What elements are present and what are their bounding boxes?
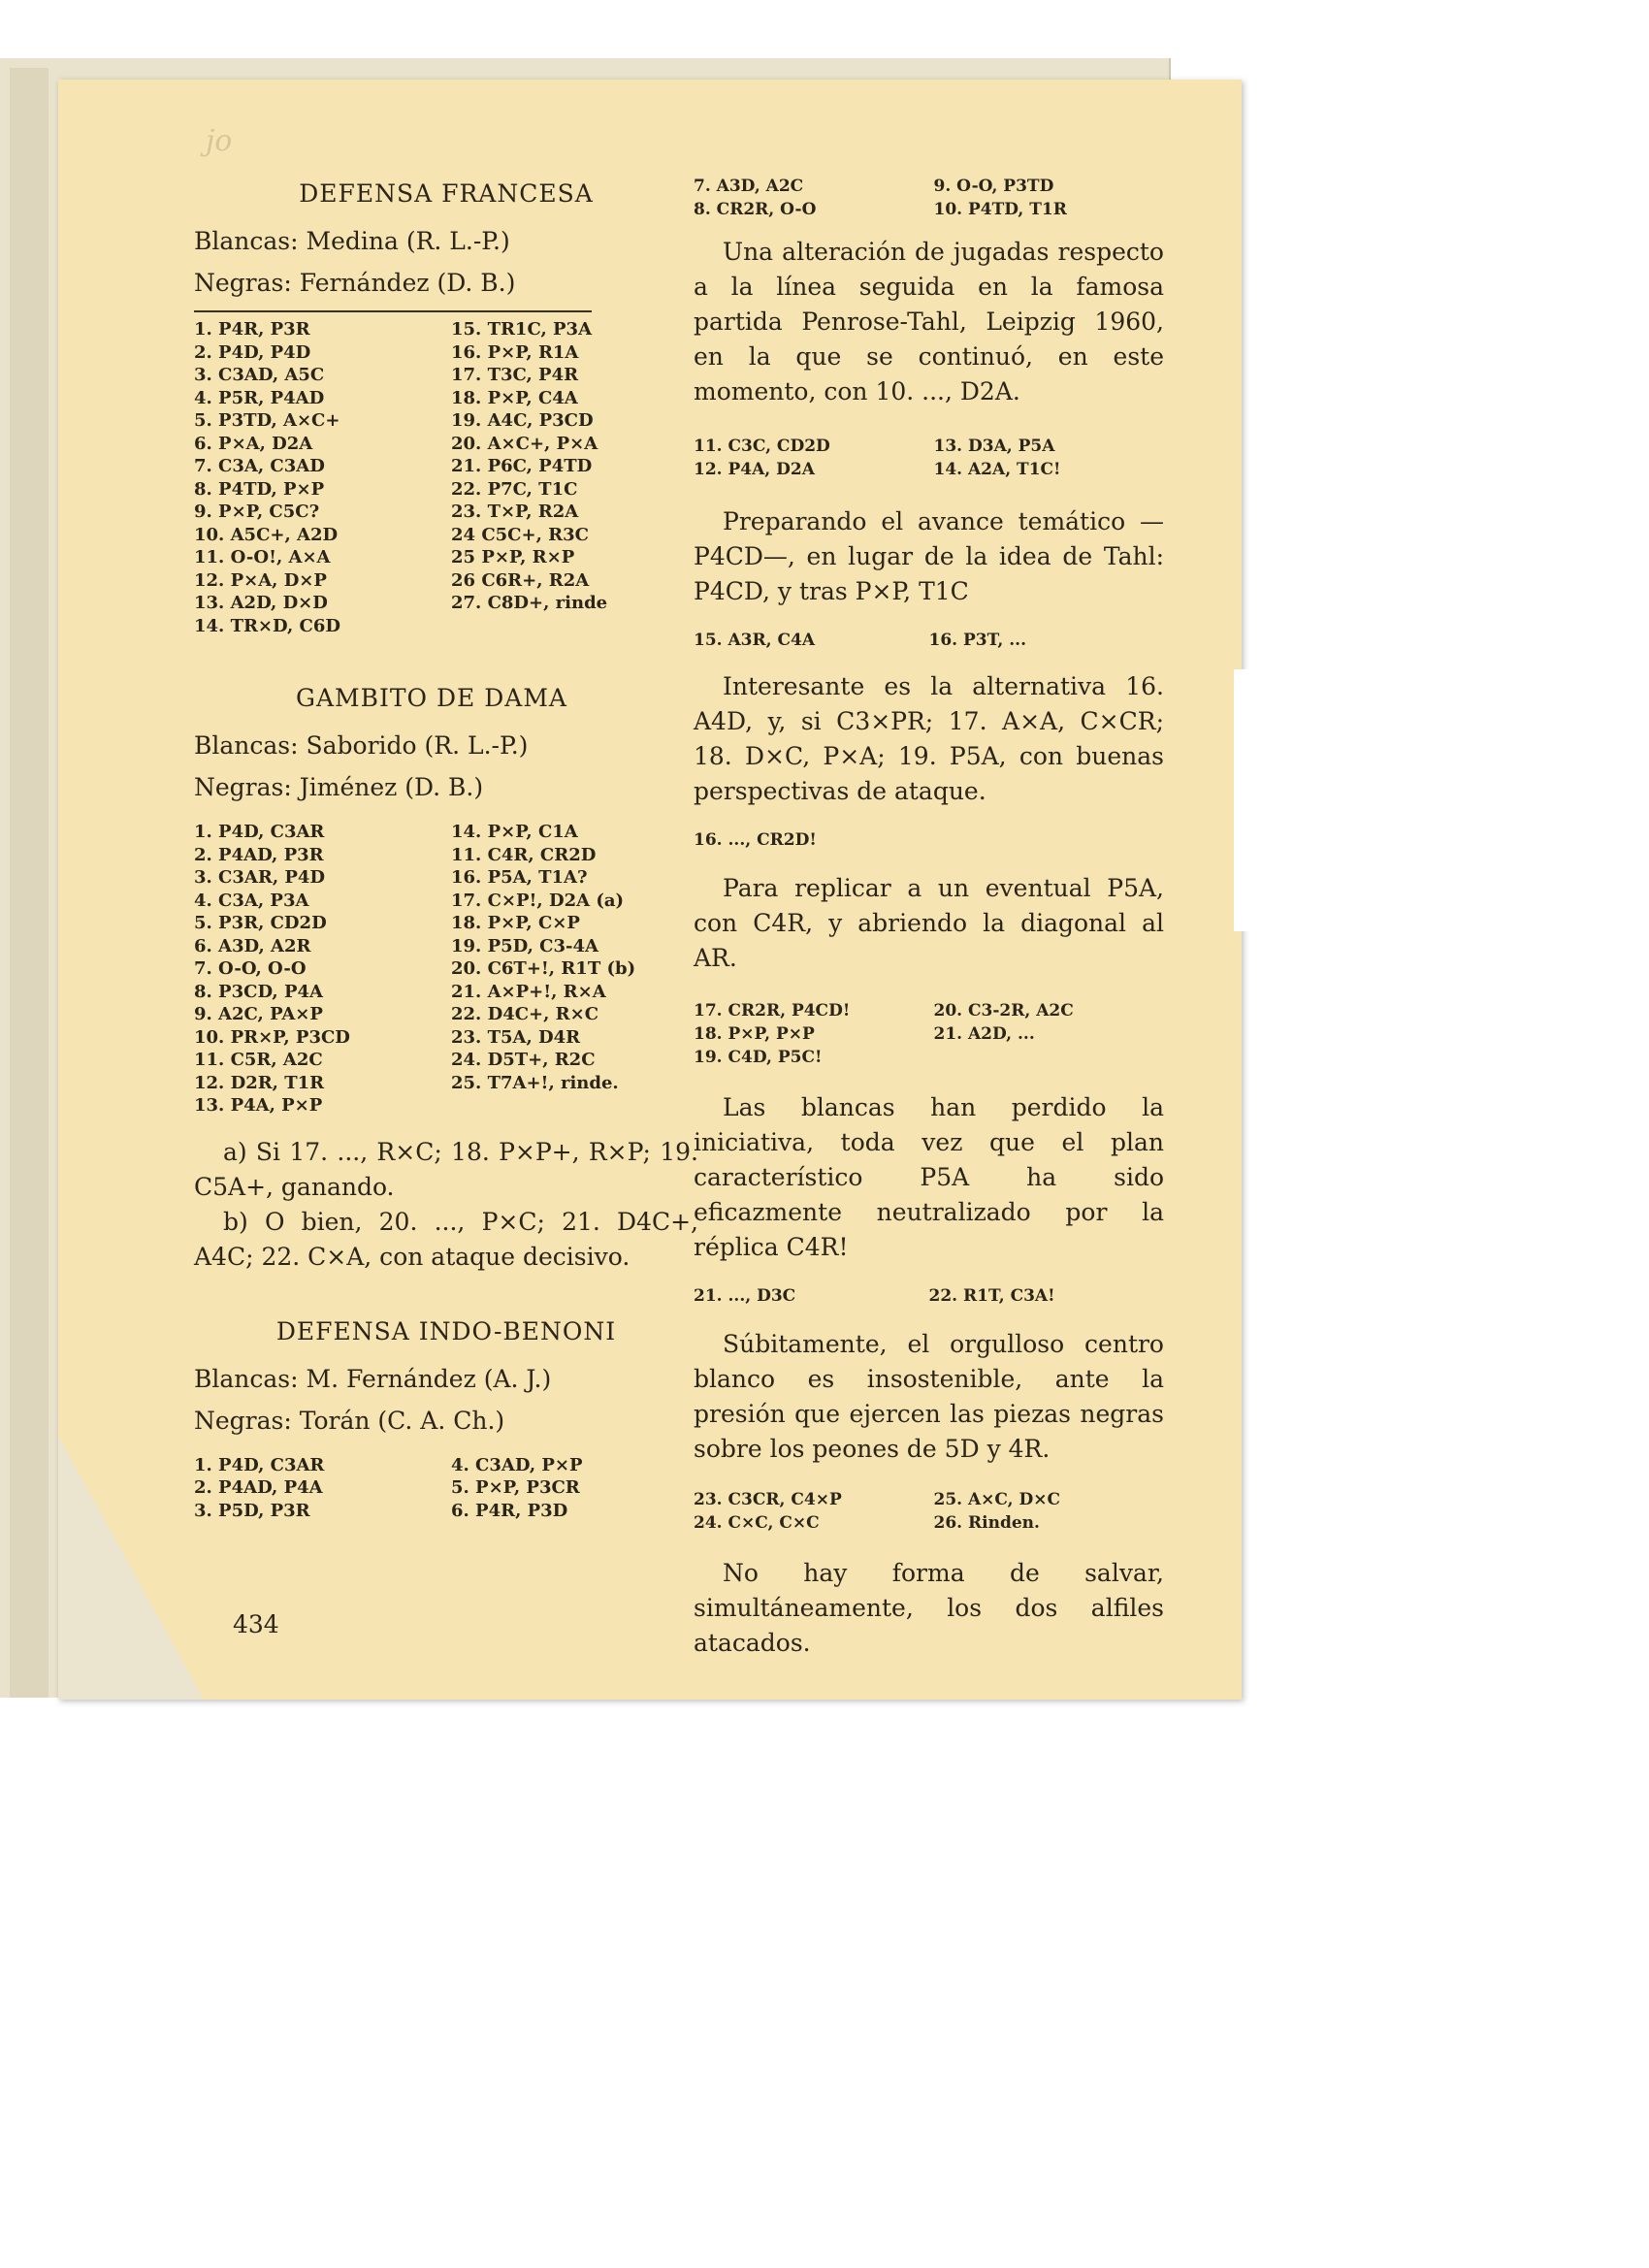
move-line: 11. C4R, CR2D: [451, 844, 597, 865]
moves-block-2: [694, 435, 1164, 481]
move-col-right: [934, 175, 1165, 221]
move-line: 16. P×P, R1A: [451, 341, 579, 363]
move-line: 26. Rinden.: [933, 1513, 1040, 1533]
move-line: 3. C3AD, A5C: [194, 365, 325, 385]
move-line: 10. P4TD, T1R: [933, 200, 1067, 219]
move-line: 1. P4D, C3AR: [194, 822, 325, 842]
move-line: 5. P×P, P3CR: [451, 1477, 580, 1498]
move-line: 1. P4R, P3R: [194, 319, 310, 340]
move-line: 7. O-O, O-O: [194, 958, 307, 979]
move: 21. ..., D3C: [694, 1286, 796, 1306]
moves-block-1: [694, 175, 1164, 221]
paragraph-2: Preparando el avance temático —P4CD—, en lugar de la idea de Tahl: P4CD, y tras P×P, T1C: [694, 507, 1164, 605]
move-line: 24 C5C+, R3C: [451, 524, 589, 545]
move-line: 24. D5T+, R2C: [451, 1050, 596, 1070]
move-line: 21. A2D, ...: [933, 1024, 1035, 1044]
note-a: a) Si 17. ..., R×C; 18. P×P+, R×P; 19. C5A+, ganando.: [194, 1137, 698, 1201]
move-line: 4. C3AD, P×P: [451, 1454, 583, 1475]
page-number: 434: [233, 1610, 279, 1638]
move-col-left: [694, 999, 924, 1069]
move-line: 9. A2C, PA×P: [194, 1004, 323, 1024]
move-line: 7. C3A, C3AD: [194, 456, 325, 476]
move-line: 9. P×P, C5C?: [194, 502, 320, 522]
moves-block-6: [694, 1286, 1164, 1306]
move-line: 19. P5D, C3-4A: [451, 935, 598, 956]
game2-black: Negras: Jiménez (D. B.): [194, 773, 484, 801]
move-col-right: [934, 1488, 1165, 1535]
back-sheet-edge: [10, 68, 48, 1698]
move-line: 23. C3CR, C4×P: [694, 1490, 842, 1509]
game2-title: GAMBITO DE DAMA: [296, 684, 567, 712]
moves-block-4: [694, 830, 1164, 850]
move-col-right: [451, 821, 698, 1118]
move-line: 2. P4AD, P4A: [194, 1477, 323, 1498]
move-line: 27. C8D+, rinde: [451, 593, 608, 613]
move-line: 18. P×P, C4A: [451, 387, 578, 408]
moves-block-3: [694, 631, 1164, 650]
move-col-right: [934, 999, 1165, 1069]
game2-moves: [194, 821, 698, 1118]
move-col-right: [451, 318, 698, 637]
move-line: 6. A3D, A2R: [194, 935, 311, 956]
move-col-left: [694, 1488, 924, 1535]
move-line: 8. P4TD, P×P: [194, 478, 325, 500]
divider: [194, 310, 592, 312]
moves-block-7: [694, 1488, 1164, 1535]
move-line: 4. C3A, P3A: [194, 890, 309, 911]
left-column: [194, 179, 698, 1522]
move-line: 11. C5R, A2C: [194, 1050, 323, 1070]
move-line: 21. P6C, P4TD: [451, 456, 593, 476]
move-line: 6. P×A, D2A: [194, 433, 313, 454]
move-line: 25. T7A+!, rinde.: [451, 1072, 619, 1093]
move-line: 14. P×P, C1A: [451, 822, 578, 842]
move: 16. P3T, ...: [928, 631, 1026, 650]
move: 22. R1T, C3A!: [928, 1286, 1055, 1306]
move: 15. A3R, C4A: [694, 631, 816, 650]
paragraph-3: Interesante es la alternativa 16. A4D, y, si C3×PR; 17. A×A, C×CR; 18. D×C, P×A; 19. P5A, con buenas perspectivas de ataque.: [694, 672, 1164, 805]
move-col-right: [451, 1454, 698, 1523]
move-line: 17. C×P!, D2A (a): [451, 890, 625, 911]
move-line: 19. A4C, P3CD: [451, 410, 594, 431]
move-line: 13. A2D, D×D: [194, 593, 328, 613]
page-tear: [1234, 669, 1273, 931]
move-line: 25 P×P, R×P: [451, 547, 575, 567]
game3-black: Negras: Torán (C. A. Ch.): [194, 1406, 505, 1435]
move-line: 7. A3D, A2C: [694, 177, 804, 196]
paragraph-4: Para replicar a un eventual P5A, con C4R, y abriendo la diagonal al AR.: [694, 874, 1164, 972]
move-line: 13. P4A, P×P: [194, 1095, 323, 1116]
move-line: 16. P5A, T1A?: [451, 867, 588, 888]
move-line: 12. D2R, T1R: [194, 1072, 325, 1093]
game3-title: DEFENSA INDO-BENONI: [275, 1316, 617, 1345]
move-line: 10. PR×P, P3CD: [194, 1026, 350, 1048]
move-line: 3. P5D, P3R: [194, 1500, 310, 1521]
move-line: 10. A5C+, A2D: [194, 524, 339, 545]
move-line: 5. P3TD, A×C+: [194, 410, 340, 431]
move-col-right: [934, 435, 1165, 481]
move-line: 5. P3R, CD2D: [194, 913, 327, 933]
move-line: 18. P×P, P×P: [694, 1024, 815, 1044]
move-line: 3. C3AR, P4D: [194, 867, 326, 888]
move-line: 26 C6R+, R2A: [451, 569, 590, 591]
move-line: 24. C×C, C×C: [694, 1513, 820, 1533]
move-line: 25. A×C, D×C: [933, 1490, 1061, 1509]
move-line: 17. T3C, P4R: [451, 365, 579, 385]
move-line: 23. T×P, R2A: [451, 502, 579, 522]
move: 16. ..., CR2D!: [694, 830, 817, 850]
paragraph-7: No hay forma de salvar, simultáneamente, los dos alfiles atacados.: [694, 1559, 1164, 1657]
move-col-left: [194, 1454, 441, 1523]
moves-block-5: [694, 999, 1164, 1069]
move-line: 2. P4D, P4D: [194, 341, 311, 363]
move-line: 8. CR2R, O-O: [694, 200, 817, 219]
game1-title: DEFENSA FRANCESA: [299, 179, 594, 208]
game1-moves: [194, 318, 698, 637]
move-line: 4. P5R, P4AD: [194, 387, 325, 408]
move-line: 14. A2A, T1C!: [933, 460, 1061, 479]
note-b: b) O bien, 20. ..., P×C; 21. D4C+, A4C; 22. C×A, con ataque decisivo.: [194, 1207, 698, 1271]
move-col-left: [194, 821, 441, 1118]
move-line: 20. A×C+, P×A: [451, 433, 598, 454]
right-column: [694, 175, 1164, 1661]
move-line: 8. P3CD, P4A: [194, 981, 323, 1002]
move-col-left: [694, 175, 924, 221]
move-line: 15. TR1C, P3A: [451, 319, 593, 340]
move-line: 13. D3A, P5A: [933, 437, 1055, 456]
move-line: 9. O-O, P3TD: [933, 177, 1054, 196]
move-line: 12. P4A, D2A: [694, 460, 815, 479]
move-line: 2. P4AD, P3R: [194, 844, 324, 865]
game1-white: Blancas: Medina (R. L.-P.): [194, 227, 510, 255]
move-line: 20. C6T+!, R1T (b): [451, 958, 636, 979]
move-line: 1. P4D, C3AR: [194, 1454, 325, 1475]
move-line: 6. P4R, P3D: [451, 1500, 568, 1521]
game2-white: Blancas: Saborido (R. L.-P.): [194, 731, 529, 760]
move-line: 19. C4D, P5C!: [694, 1048, 823, 1067]
paragraph-5: Las blancas han perdido la iniciativa, toda vez que el plan característico P5A ha sido eficazmente neutralizado por la réplica C4R!: [694, 1093, 1164, 1261]
paragraph-1: Una alteración de jugadas respecto a la línea seguida en la famosa partida Penrose-Tahl, Leipzig 1960, en la que se continuó, en este momento, con 10. ..., D2A.: [694, 238, 1164, 405]
move-line: 22. D4C+, R×C: [451, 1004, 599, 1024]
move-col-left: [694, 435, 924, 481]
game3-white: Blancas: M. Fernández (A. J.): [194, 1364, 552, 1393]
move-line: 17. CR2R, P4CD!: [694, 1001, 851, 1021]
move-line: 12. P×A, D×P: [194, 569, 327, 591]
move-line: 11. C3C, CD2D: [694, 437, 830, 456]
game1-black: Negras: Fernández (D. B.): [194, 269, 516, 297]
faded-mark: jo: [206, 124, 233, 158]
paragraph-6: Súbitamente, el orgulloso centro blanco es insostenible, ante la presión que ejercen las piezas negras sobre los peones de 5D y 4R.: [694, 1330, 1164, 1463]
move-col-left: [194, 318, 441, 637]
move-line: 18. P×P, C×P: [451, 913, 580, 933]
move-line: 11. O-O!, A×A: [194, 547, 331, 567]
move-line: 14. TR×D, C6D: [194, 615, 340, 636]
move-line: 21. A×P+!, R×A: [451, 981, 606, 1002]
move-line: 20. C3-2R, A2C: [933, 1001, 1074, 1021]
game3-moves: [194, 1454, 698, 1523]
move-line: 23. T5A, D4R: [451, 1026, 581, 1048]
move-line: 22. P7C, T1C: [451, 478, 578, 500]
